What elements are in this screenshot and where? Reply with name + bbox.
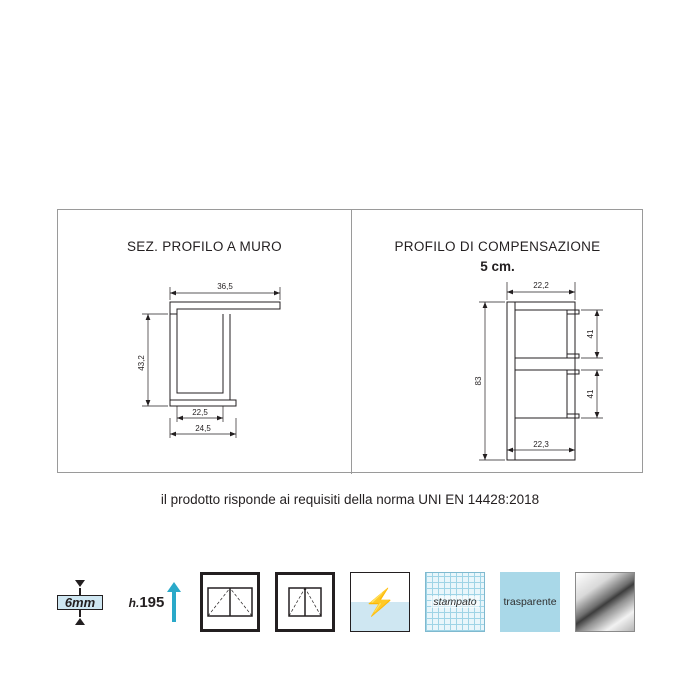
norm-caption: il prodotto risponde ai requisiti della norma UNI EN 14428:2018 [160, 492, 540, 507]
panel-wall-profile [58, 210, 351, 474]
dim-top-365: 36,5 [217, 282, 233, 291]
up-arrow-icon [167, 582, 181, 622]
arrow-up-stem [79, 610, 81, 617]
arrow-down-icon [75, 580, 85, 587]
dim-outer-bottom-245: 24,5 [195, 424, 211, 433]
dim-bottom-223: 22,3 [533, 440, 549, 449]
lightning-bolt-icon: ⚡ [363, 587, 397, 617]
panel-title-compensation: PROFILO DI COMPENSAZIONE [394, 239, 601, 254]
panel-title-wall-profile: SEZ. PROFILO A MURO [127, 239, 282, 254]
glass-finish-transparent-label: trasparente [503, 596, 557, 608]
height-icon [125, 572, 185, 632]
dim-top-222: 22,2 [533, 281, 549, 290]
panel-flash-icon [350, 572, 410, 632]
panel-subtitle-compensation: 5 cm. [480, 259, 515, 274]
glass-finish-printed-label: stampato [433, 596, 477, 608]
glass-finish-transparent-icon [500, 572, 560, 632]
height-prefix: h. [128, 595, 140, 610]
dim-left-83: 83 [474, 376, 483, 386]
height-text [129, 594, 165, 611]
dim-right-lower-41: 41 [586, 389, 595, 399]
arrow-down-stem [79, 588, 81, 595]
glass-thickness-icon [50, 572, 110, 632]
dim-left-432: 43,2 [137, 355, 146, 371]
dim-inner-bottom-225: 22,5 [192, 408, 208, 417]
glass-finish-printed-icon [425, 572, 485, 632]
finish-chrome-icon [575, 572, 635, 632]
compensation-profile-drawing [351, 210, 644, 474]
technical-drawing-panel [57, 209, 643, 473]
door-layout-narrow-icon [275, 572, 335, 632]
glass-thickness-label: 6mm [57, 595, 103, 610]
arrow-up-icon [75, 618, 85, 625]
height-value: 195 [139, 593, 165, 611]
feature-icon-strip [50, 572, 650, 632]
wall-profile-drawing [58, 210, 351, 474]
door-layout-wide-icon [200, 572, 260, 632]
panel-compensation-profile [351, 210, 644, 474]
dim-right-upper-41: 41 [586, 329, 595, 339]
